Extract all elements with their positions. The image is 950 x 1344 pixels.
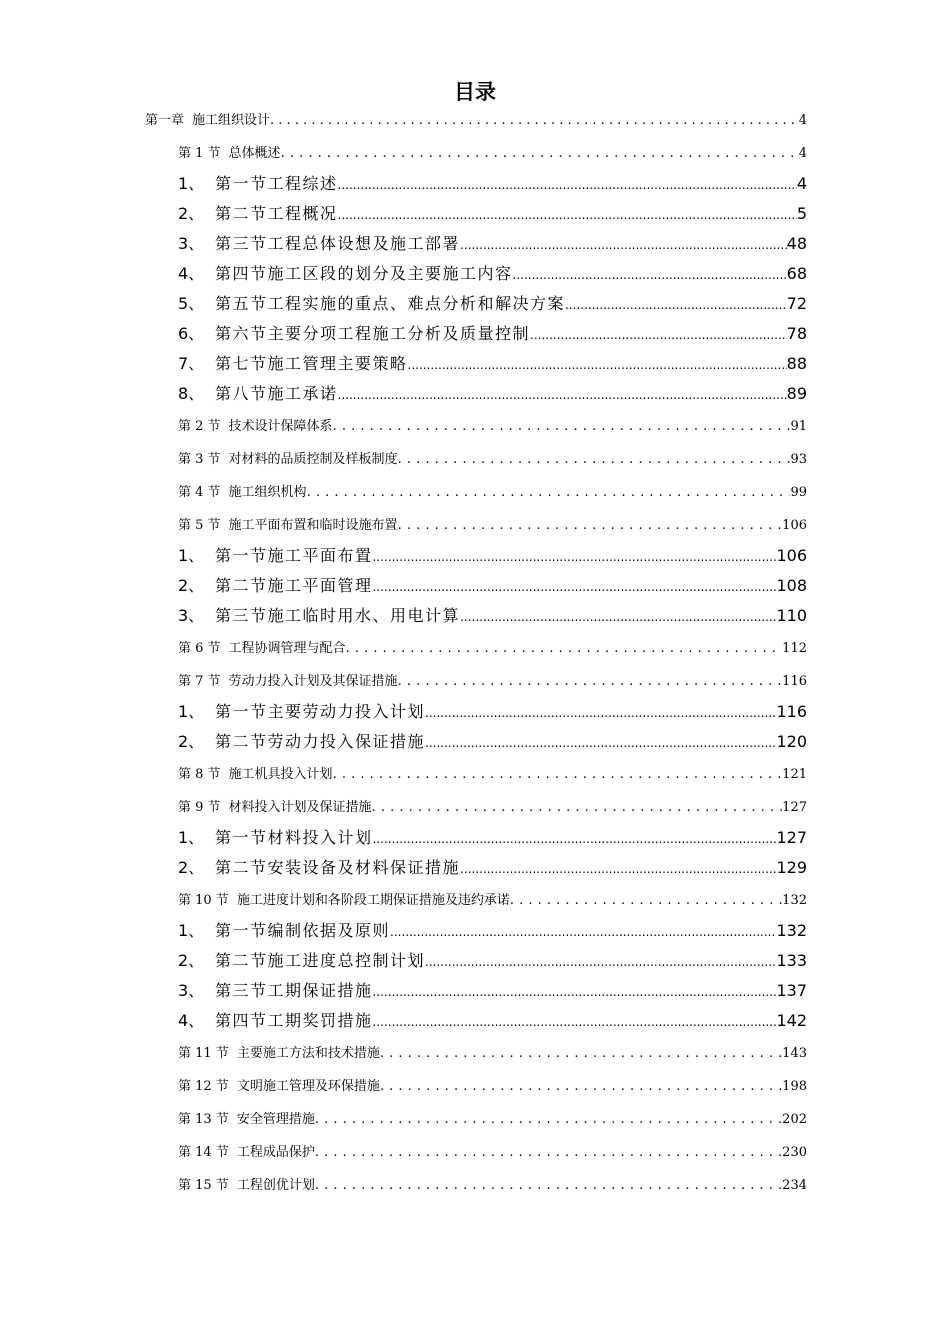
toc-entry-page: 132	[782, 893, 807, 908]
toc-entry-label	[178, 201, 338, 224]
toc-entry-number: 5、	[178, 293, 205, 313]
toc-dot-leader	[398, 452, 791, 467]
toc-dot-leader	[565, 294, 787, 313]
toc-entry-page: 230	[782, 1145, 807, 1160]
toc-dot-leader	[530, 324, 787, 343]
toc-entry-text: 第二节施工平面管理	[215, 575, 373, 595]
toc-entry-label	[178, 514, 398, 533]
toc-entry-label	[178, 699, 425, 722]
toc-dot-leader	[510, 893, 782, 908]
toc-entry-page: 4	[798, 113, 807, 128]
toc-entry[interactable]	[178, 603, 807, 626]
toc-entry-number: 第 2 节	[178, 419, 221, 434]
toc-entry-text: 第八节施工承诺	[215, 383, 338, 403]
toc-entry-label	[178, 637, 346, 656]
toc-entry-number: 2、	[178, 950, 205, 970]
toc-entry-page: 4	[798, 146, 807, 161]
toc-entry-page: 120	[776, 731, 807, 751]
toc-entry-page: 132	[776, 920, 807, 940]
toc-entry-text: 施工组织机构	[228, 485, 307, 500]
toc-entry-page: 93	[790, 452, 807, 467]
toc-entry-number: 4、	[178, 263, 205, 283]
toc-dot-leader	[372, 800, 783, 815]
toc-entry-label	[178, 1042, 380, 1061]
toc-entry-page: 4	[796, 173, 807, 193]
toc-entry[interactable]	[178, 889, 807, 908]
toc-entry-label	[178, 918, 390, 941]
toc-entry-page: 137	[776, 980, 807, 1000]
toc-entry-label	[178, 670, 398, 689]
toc-entry[interactable]	[178, 415, 807, 434]
toc-entry-text: 第二节安装设备及材料保证措施	[215, 857, 461, 877]
toc-entry[interactable]	[178, 1075, 807, 1094]
toc-dot-leader	[380, 1046, 782, 1061]
toc-entry-number: 第 1 节	[178, 146, 221, 161]
toc-entry[interactable]	[178, 291, 807, 314]
toc-entry-label	[178, 291, 565, 314]
toc-entry[interactable]	[178, 1174, 807, 1193]
toc-entry-number: 2、	[178, 731, 205, 751]
toc-entry[interactable]	[145, 109, 807, 128]
toc-entry-number: 第 9 节	[178, 800, 221, 815]
toc-entry-page: 127	[782, 800, 807, 815]
toc-entry-text: 第六节主要分项工程施工分析及质量控制	[215, 323, 531, 343]
toc-dot-leader	[425, 702, 776, 721]
toc-entry[interactable]	[178, 1042, 807, 1061]
toc-entry[interactable]	[178, 1141, 807, 1160]
toc-entry[interactable]	[178, 261, 807, 284]
toc-entry-number: 2、	[178, 203, 205, 223]
toc-entry-number: 1、	[178, 827, 205, 847]
toc-entry-text: 第七节施工管理主要策略	[215, 353, 408, 373]
toc-entry-text: 第二节施工进度总控制计划	[215, 950, 426, 970]
toc-entry-text: 第一节主要劳动力投入计划	[215, 701, 426, 721]
toc-entry[interactable]	[178, 171, 807, 194]
toc-entry-text: 第五节工程实施的重点、难点分析和解决方案	[215, 293, 566, 313]
toc-dot-leader	[315, 1145, 782, 1160]
toc-entry-label	[178, 1174, 315, 1193]
toc-entry-number: 第 12 节	[178, 1079, 229, 1094]
toc-dot-leader	[460, 858, 776, 877]
toc-dot-leader	[307, 485, 791, 500]
toc-entry[interactable]	[178, 699, 807, 722]
toc-entry-text: 工程创优计划	[236, 1178, 315, 1193]
toc-entry[interactable]	[178, 855, 807, 878]
toc-entry[interactable]	[178, 918, 807, 941]
toc-entry-label	[178, 481, 307, 500]
toc-entry-label	[178, 573, 373, 596]
toc-entry-number: 第 7 节	[178, 674, 221, 689]
toc-dot-leader	[460, 606, 776, 625]
toc-entry-text: 第一节工程综述	[215, 173, 338, 193]
toc-entry-number: 第 11 节	[178, 1046, 229, 1061]
toc-entry-number: 2、	[178, 575, 205, 595]
toc-entry-label	[178, 948, 425, 971]
toc-entry-number: 第 14 节	[178, 1145, 229, 1160]
toc-entry-number: 第 8 节	[178, 767, 221, 782]
toc-entry-page: 129	[776, 857, 807, 877]
toc-entry-page: 234	[782, 1178, 807, 1193]
toc-dot-leader	[460, 234, 787, 253]
toc-dot-leader	[373, 828, 777, 847]
toc-entry-text: 第一节施工平面布置	[215, 545, 373, 565]
toc-dot-leader	[373, 546, 777, 565]
toc-entry-page: 106	[782, 518, 807, 533]
toc-entry-text: 施工组织设计	[192, 113, 271, 128]
toc-entry[interactable]	[178, 637, 807, 656]
toc-entry-number: 8、	[178, 383, 205, 403]
toc-entry-label	[178, 231, 460, 254]
toc-entry[interactable]	[178, 729, 807, 752]
toc-entry-number: 7、	[178, 353, 205, 373]
toc-entry-text: 劳动力投入计划及其保证措施	[228, 674, 398, 689]
toc-entry-text: 施工进度计划和各阶段工期保证措施及违约承诺	[236, 893, 510, 908]
toc-entry-label	[178, 381, 338, 404]
toc-entry-page: 202	[782, 1112, 807, 1127]
toc-entry-text: 第三节工期保证措施	[215, 980, 373, 1000]
toc-entry-number: 第 3 节	[178, 452, 221, 467]
toc-entry-page: 127	[776, 827, 807, 847]
toc-dot-leader	[315, 1112, 782, 1127]
toc-entry-label	[178, 825, 373, 848]
toc-entry[interactable]	[178, 763, 807, 782]
toc-entry[interactable]	[178, 481, 807, 500]
toc-entry-label	[178, 261, 513, 284]
toc-entry-page: 198	[782, 1079, 807, 1094]
toc-entry-number: 3、	[178, 980, 205, 1000]
toc-entry-page: 116	[776, 701, 807, 721]
toc-entry-page: 121	[782, 767, 807, 782]
toc-entry[interactable]	[178, 514, 807, 533]
toc-entry-text: 工程协调管理与配合	[228, 641, 346, 656]
toc-dot-leader	[425, 951, 776, 970]
toc-entry[interactable]	[178, 978, 807, 1001]
toc-entry-page: 5	[796, 203, 807, 223]
toc-entry[interactable]	[178, 381, 807, 404]
toc-entry-number: 1、	[178, 173, 205, 193]
toc-entry-page: 106	[776, 545, 807, 565]
toc-entry-number: 第 10 节	[178, 893, 229, 908]
toc-entry[interactable]	[178, 825, 807, 848]
toc-entry[interactable]	[178, 201, 807, 224]
toc-dot-leader	[513, 264, 787, 283]
toc-entry-number: 4、	[178, 1010, 205, 1030]
toc-entry-page: 68	[786, 263, 807, 283]
toc-entry-page: 89	[786, 383, 807, 403]
toc-dot-leader	[338, 384, 787, 403]
toc-entry[interactable]	[178, 321, 807, 344]
toc-entry-text: 第四节施工区段的划分及主要施工内容	[215, 263, 513, 283]
toc-entry[interactable]	[178, 796, 807, 815]
toc-entry-text: 第一节编制依据及原则	[215, 920, 391, 940]
toc-entry[interactable]	[178, 448, 807, 467]
toc-dot-leader	[373, 1011, 777, 1030]
toc-entry-text: 技术设计保障体系	[228, 419, 333, 434]
toc-entry-page: 116	[782, 674, 807, 689]
toc-entry-label	[178, 351, 408, 374]
toc-dot-leader	[333, 767, 783, 782]
toc-title: 目录	[454, 80, 496, 104]
toc-dot-leader	[338, 204, 797, 223]
toc-entry-label	[178, 603, 460, 626]
toc-entry-number: 第 6 节	[178, 641, 221, 656]
toc-entry-page: 108	[776, 575, 807, 595]
toc-entry-text: 对材料的品质控制及样板制度	[228, 452, 398, 467]
toc-dot-leader	[398, 518, 783, 533]
toc-dot-leader	[373, 981, 777, 1000]
toc-entry-number: 第 13 节	[178, 1112, 229, 1127]
toc-entry-page: 78	[786, 323, 807, 343]
toc-entry-page: 72	[786, 293, 807, 313]
toc-entry-number: 3、	[178, 233, 205, 253]
toc-entry[interactable]	[178, 142, 807, 161]
toc-entry-number: 第一章	[145, 113, 185, 128]
toc-entry-text: 主要施工方法和技术措施	[236, 1046, 380, 1061]
toc-entry-label	[178, 796, 372, 815]
toc-entry[interactable]	[178, 948, 807, 971]
toc-entry-number: 1、	[178, 701, 205, 721]
toc-dot-leader	[373, 576, 777, 595]
toc-entry-label	[178, 171, 338, 194]
toc-dot-leader	[425, 732, 776, 751]
toc-entry-label	[178, 142, 281, 161]
toc-entry-label	[178, 1008, 373, 1031]
toc-entry-number: 1、	[178, 545, 205, 565]
toc-entry-number: 第 15 节	[178, 1178, 229, 1193]
toc-entry[interactable]	[178, 351, 807, 374]
toc-entry-label	[178, 321, 530, 344]
toc-entry-number: 3、	[178, 605, 205, 625]
toc-entry-page: 48	[786, 233, 807, 253]
toc-entry-text: 材料投入计划及保证措施	[228, 800, 372, 815]
toc-entry-label	[178, 729, 425, 752]
toc-entry-number: 1、	[178, 920, 205, 940]
toc-entry[interactable]	[178, 573, 807, 596]
toc-entry-label	[178, 978, 373, 1001]
toc-dot-leader	[270, 113, 799, 128]
toc-entry-page: 143	[782, 1046, 807, 1061]
toc-entry-label	[178, 1075, 380, 1094]
toc-entry[interactable]	[178, 231, 807, 254]
toc-entry[interactable]	[178, 1008, 807, 1031]
toc-entry-page: 88	[786, 353, 807, 373]
toc-entry-text: 安全管理措施	[236, 1112, 315, 1127]
toc-entry-label	[145, 109, 270, 128]
toc-entry-number: 2、	[178, 857, 205, 877]
toc-entry-text: 第四节工期奖罚措施	[215, 1010, 373, 1030]
toc-dot-leader	[333, 419, 791, 434]
toc-entry-number: 第 5 节	[178, 518, 221, 533]
toc-dot-leader	[315, 1178, 782, 1193]
toc-dot-leader	[390, 921, 776, 940]
toc-entry-text: 第三节工程总体设想及施工部署	[215, 233, 461, 253]
toc-entry-label	[178, 763, 333, 782]
toc-entry-text: 第二节劳动力投入保证措施	[215, 731, 426, 751]
toc-dot-leader	[338, 174, 797, 193]
toc-entry-label	[178, 1108, 315, 1127]
toc-dot-leader	[380, 1079, 782, 1094]
toc-dot-leader	[281, 146, 799, 161]
toc-entry-text: 总体概述	[228, 146, 281, 161]
toc-entry-text: 工程成品保护	[236, 1145, 315, 1160]
toc-entry-label	[178, 889, 510, 908]
toc-entry-label	[178, 415, 333, 434]
toc-entry-text: 第一节材料投入计划	[215, 827, 373, 847]
toc-entry-label	[178, 543, 373, 566]
toc-entry-text: 文明施工管理及环保措施	[236, 1079, 380, 1094]
toc-entry-page: 142	[776, 1010, 807, 1030]
toc-entry-label	[178, 855, 460, 878]
toc-entry-text: 施工平面布置和临时设施布置	[228, 518, 398, 533]
toc-entry-label	[178, 448, 398, 467]
toc-entry[interactable]	[178, 670, 807, 689]
toc-dot-leader	[346, 641, 783, 656]
toc-entry-page: 133	[776, 950, 807, 970]
toc-entry-label	[178, 1141, 315, 1160]
toc-entry-page: 112	[782, 641, 807, 656]
toc-entry-page: 110	[776, 605, 807, 625]
toc-entry[interactable]	[178, 543, 807, 566]
toc-entry-text: 第三节施工临时用水、用电计算	[215, 605, 461, 625]
toc-entry-text: 施工机具投入计划	[228, 767, 333, 782]
toc-dot-leader	[398, 674, 783, 689]
toc-dot-leader	[408, 354, 787, 373]
toc-entry-text: 第二节工程概况	[215, 203, 338, 223]
toc-entry-number: 6、	[178, 323, 205, 343]
toc-entry[interactable]	[178, 1108, 807, 1127]
toc-entry-page: 91	[790, 419, 807, 434]
toc-entry-number: 第 4 节	[178, 485, 221, 500]
toc-entry-page: 99	[790, 485, 807, 500]
